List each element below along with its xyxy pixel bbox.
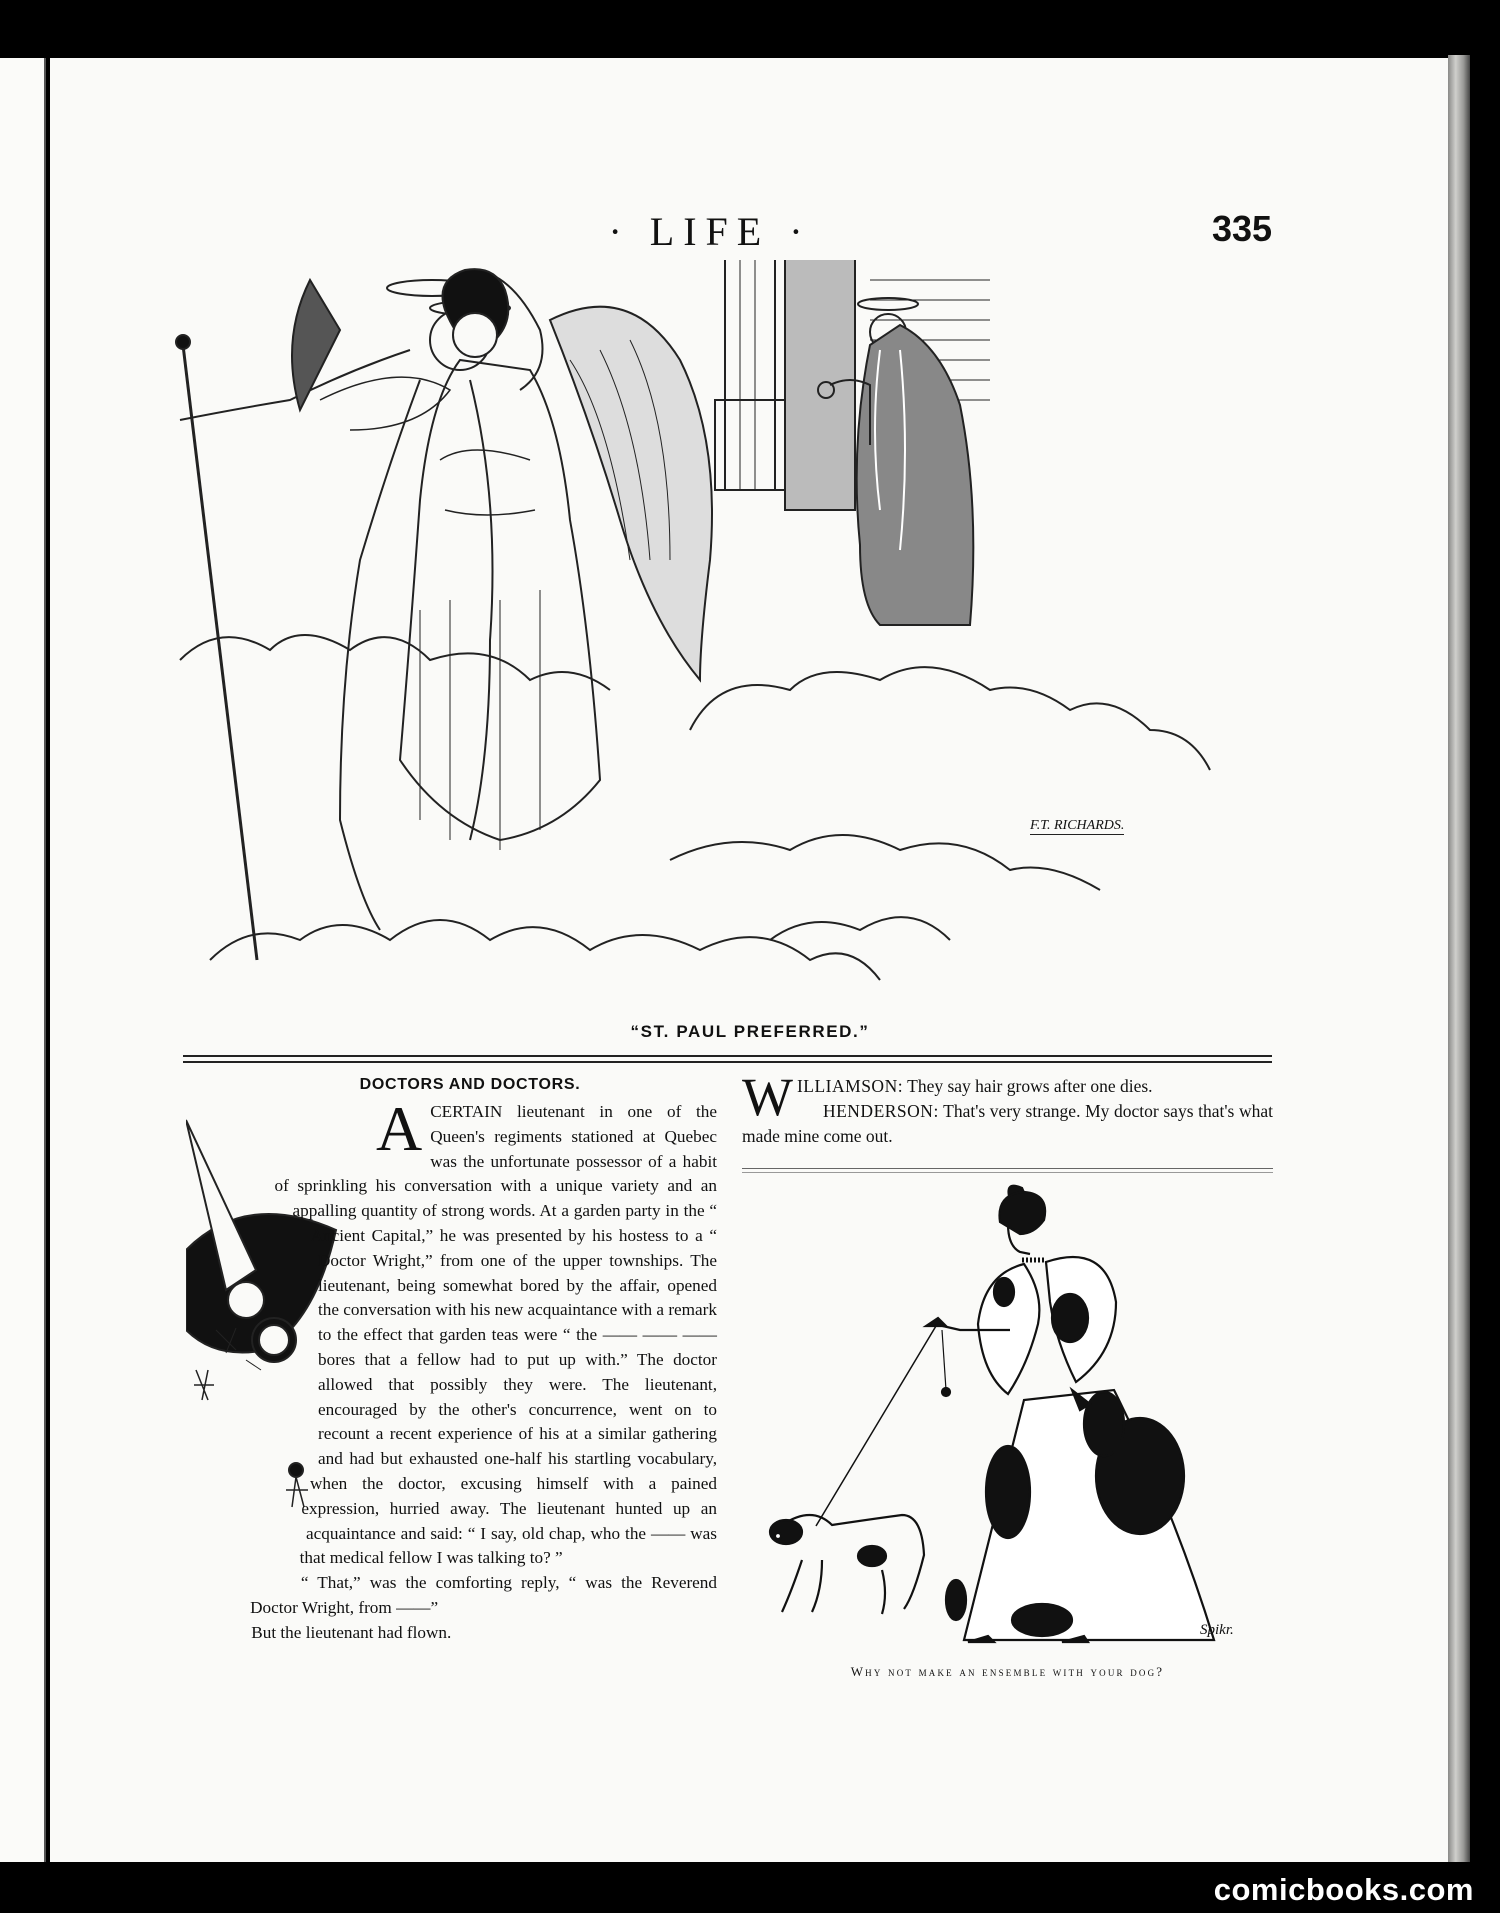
- site-watermark: comicbooks.com: [1213, 1872, 1474, 1907]
- article-body: [186, 1093, 717, 1660]
- joke-divider: [742, 1168, 1273, 1173]
- page-stack-edge: [1448, 55, 1470, 1870]
- joke-block: [742, 1067, 1273, 1148]
- article-dropcap: A: [376, 1093, 423, 1164]
- article-paragraph-1: CERTAIN lieutenant in one of the Queen's regiments stationed at Quebec was the unfortunate possessor of a habit of sprinkling his conversation with a unique variety and an appalling quantity of strong words. At a garden party in the “ Ancient Capital,” he was presented by his hostess to a “ Doctor Wright,” from one of the upper townships. The lieutenant, being somewhat bored by the affair, opened the conversation with his new acquaintance with a remark to the effect that garden teas were “ the —— —— —— bores that a fellow had to put up with.” The doctor allowed that possibly they were. The lieutenant, encouraged by the other's concurrence, went on to recount a recent experience of his at a similar gathering and had but exhausted one-half his startling vocabulary, when the doctor, excusing himself with a pained expression, hurried away. The lieutenant hunted up an acquaintance and said: “ I say, old chap, who the —— was that medical fellow I was talking to? ”: [274, 1102, 717, 1568]
- dog-cartoon-caption: Why not make an ensemble with your dog?: [850, 1664, 1165, 1679]
- facing-page-edge: [0, 58, 46, 1863]
- cartoon-caption: “ST. PAUL PREFERRED.”: [630, 1022, 870, 1041]
- masthead-title: · LIFE ·: [608, 209, 812, 254]
- joke-speaker-2: HENDERSON:: [822, 1100, 939, 1121]
- page-number: 335: [1212, 208, 1273, 249]
- joke-line-1: They say hair grows after one dies.: [907, 1076, 1153, 1096]
- st-paul-illustration: [170, 260, 1260, 1000]
- joke-dropcap: W: [742, 1067, 793, 1127]
- joke-speaker-1: ILLIAMSON:: [796, 1076, 904, 1096]
- article-paragraph-2: “ That,” was the comforting reply, “ was the Reverend Doctor Wright, from ——”: [250, 1573, 717, 1617]
- illustrator-signature-spikr: Spikr.: [1200, 1622, 1234, 1638]
- section-divider: [183, 1055, 1272, 1063]
- article-headline: DOCTORS AND DOCTORS.: [359, 1076, 581, 1093]
- joke-line-2: That's very strange. My doctor says that's what made mine come out.: [742, 1100, 1273, 1146]
- article-paragraph-3: But the lieutenant had flown.: [251, 1622, 452, 1642]
- illustrator-signature-richards: F.T. RICHARDS.: [1030, 818, 1125, 833]
- polka-dot-lady-illustration: [742, 1180, 1273, 1655]
